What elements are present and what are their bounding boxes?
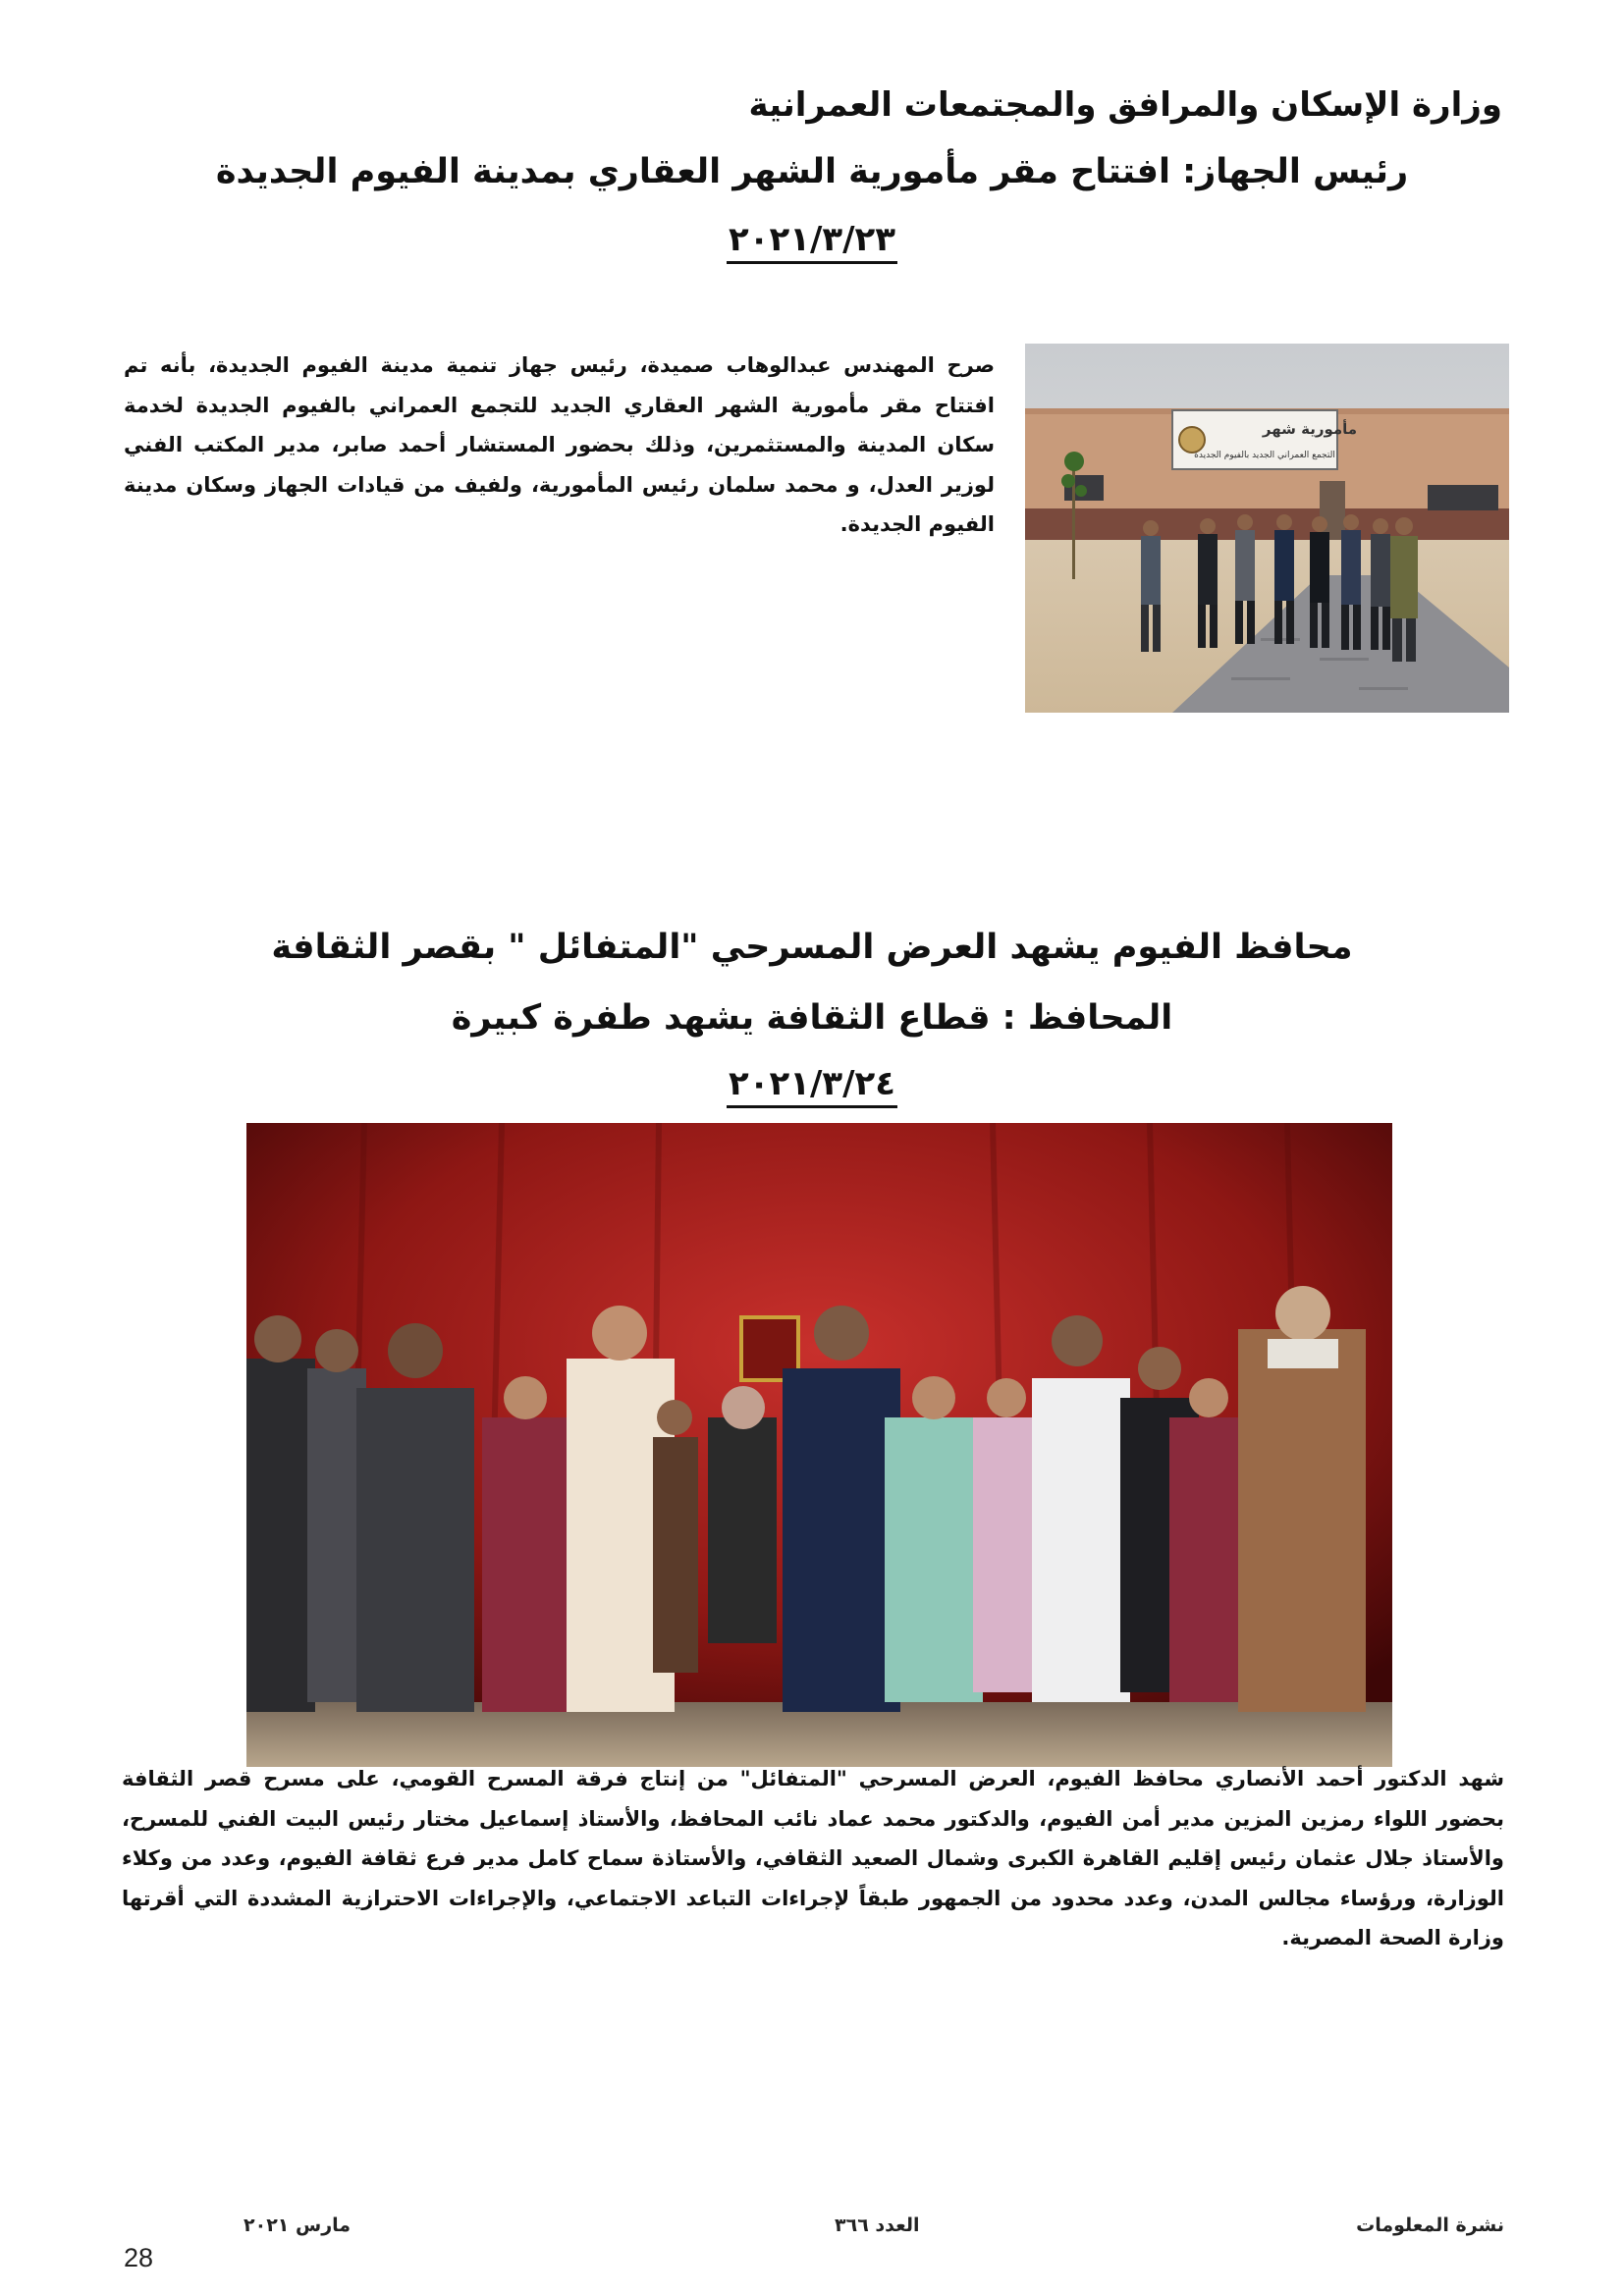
article1-date bbox=[0, 218, 1624, 261]
footer-issue: العدد ٣٦٦ bbox=[835, 2215, 920, 2236]
article2-body: شهد الدكتور أحمد الأنصاري محافظ الفيوم، العرض المسرحي "المتفائل" من إنتاج فرقة المسرح القومي، على مسرح قصر الثقافة بحضور اللواء رمزين المزين مدير أمن الفيوم، والدكتور محمد عماد نائب المحافظ، والأستاذ إسماعيل مختار رئيس البيت الفني للمسرح، والأستاذ جلال عثمان رئيس إقليم القاهرة الكبرى وشمال الصعيد الثقافي، والأستاذة سماح كامل مدير فرع ثقافة الفيوم، وعدد من وكلاء الوزارة، ورؤساء مجالس المدن، وعدد محدود من الجمهور طبقاً لإجراءات التباعد الاجتماعي، والإجراءات الاحترازية المشددة التي أقرتها وزارة الصحة المصرية. bbox=[122, 1767, 1504, 1949]
article1-headline-lead: رئيس الجهاز bbox=[1196, 152, 1409, 191]
footer-month: مارس ٢٠٢١ bbox=[244, 2215, 352, 2236]
article1-headline-rest: : افتتاح مقر مأمورية الشهر العقاري بمدينة الفيوم الجديدة bbox=[215, 152, 1197, 191]
article2-headline: محافظ الفيوم يشهد العرض المسرحي "المتفائل " بقصر الثقافة bbox=[271, 928, 1353, 967]
building-photo-illustration bbox=[1025, 344, 1509, 713]
article2-subheadline-rest: : قطاع الثقافة يشهد طفرة كبيرة bbox=[451, 998, 1028, 1038]
article2-subheadline bbox=[0, 993, 1624, 1042]
page-number: 28 bbox=[124, 2243, 154, 2272]
article2-date bbox=[0, 1062, 1624, 1105]
article2-date-text: ٢٠٢١/٣/٢٤ bbox=[727, 1064, 897, 1108]
footer-publication: نشرة المعلومات bbox=[1356, 2215, 1504, 2236]
theatre-photo-illustration bbox=[246, 1123, 1392, 1767]
building-sign-subtitle: التجمع العمراني الجديد بالفيوم الجديدة bbox=[1194, 451, 1335, 460]
building-photo bbox=[1025, 344, 1509, 713]
article2-subheadline-lead: المحافظ bbox=[1027, 998, 1173, 1038]
ministry-name: وزارة الإسكان والمرافق والمجتمعات العمرانية bbox=[748, 85, 1502, 125]
article1-body: صرح المهندس عبدالوهاب صميدة، رئيس جهاز تنمية مدينة الفيوم الجديدة، بأنه تم افتتاح مقر مأمورية الشهر العقاري الجديد للتجمع العمراني بالفيوم الجديدة لخدمة سكان المدينة والمستثمرين، وذلك بحضور المستشار أحمد صابر، مدير المكتب الفني لوزير العدل، و محمد سلمان رئيس المأمورية، ولفيف من قيادات الجهاز وسكان مدينة الفيوم الجديدة. bbox=[124, 353, 995, 536]
article1-headline bbox=[0, 147, 1624, 196]
article1-date-text: ٢٠٢١/٣/٢٣ bbox=[727, 220, 897, 264]
theatre-photo bbox=[246, 1123, 1392, 1767]
building-sign-title: مأمورية شهر bbox=[1262, 420, 1358, 438]
